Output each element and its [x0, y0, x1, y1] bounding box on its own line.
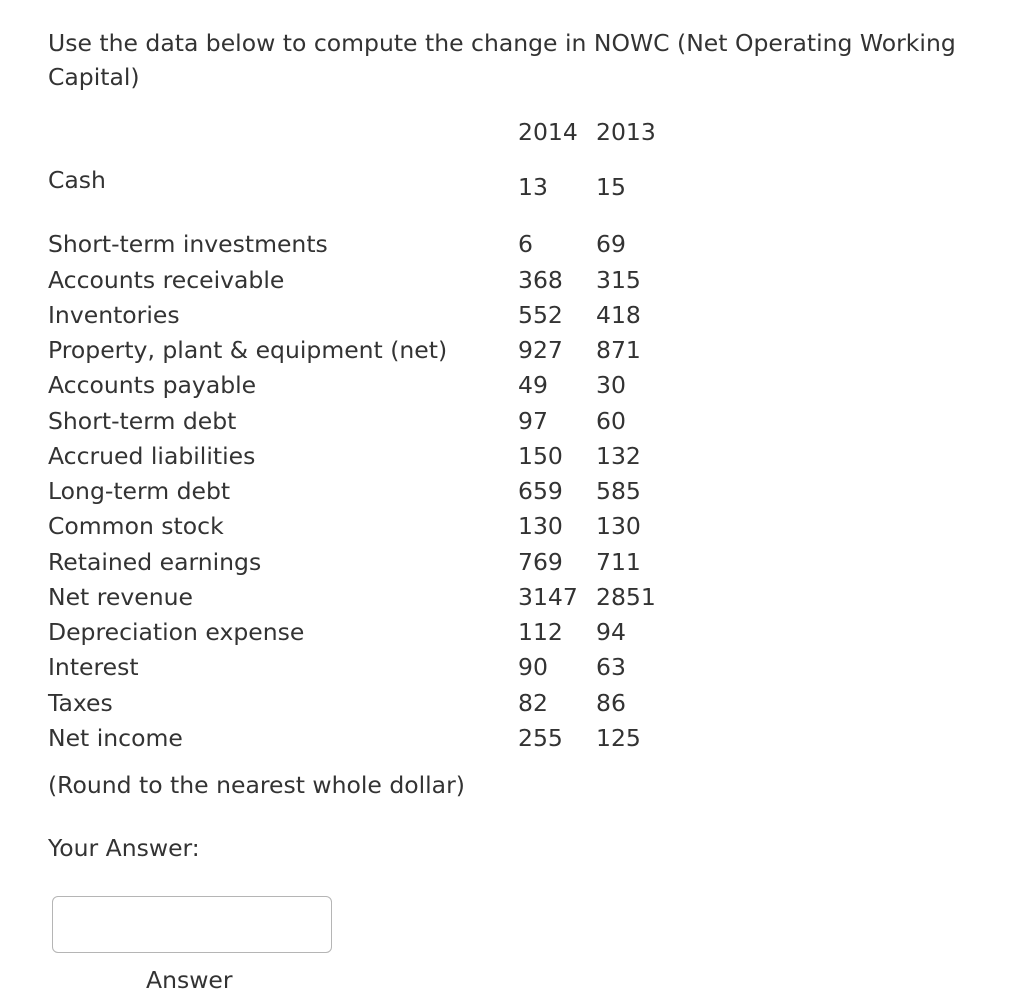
value-2014: 112	[518, 618, 563, 646]
value-2013: 94	[596, 618, 626, 646]
value-2014: 769	[518, 548, 563, 576]
value-2014: 368	[518, 266, 563, 294]
row-label: Net income	[48, 724, 183, 752]
row-label: Long-term debt	[48, 477, 231, 505]
answer-caption: Answer	[146, 966, 233, 994]
row-label: Accrued liabilities	[48, 442, 256, 470]
value-2014: 90	[518, 653, 548, 681]
value-2014: 13	[518, 173, 548, 201]
value-2014: 6	[518, 230, 533, 258]
value-2014: 49	[518, 371, 548, 399]
value-2013: 15	[596, 173, 626, 201]
value-2013: 60	[596, 407, 626, 435]
value-2013: 2851	[596, 583, 656, 611]
value-2014: 130	[518, 512, 563, 540]
row-label: Net revenue	[48, 583, 193, 611]
value-2014: 150	[518, 442, 563, 470]
value-2013: 125	[596, 724, 641, 752]
row-label: Inventories	[48, 301, 180, 329]
value-2014: 97	[518, 407, 548, 435]
rounding-note: (Round to the nearest whole dollar)	[48, 771, 465, 799]
column-header-2014: 2014	[518, 118, 578, 146]
answer-input[interactable]	[52, 896, 332, 953]
row-label: Taxes	[48, 689, 113, 717]
value-2013: 418	[596, 301, 641, 329]
value-2013: 86	[596, 689, 626, 717]
row-label: Short-term debt	[48, 407, 237, 435]
value-2013: 69	[596, 230, 626, 258]
row-label: Accounts receivable	[48, 266, 285, 294]
value-2014: 255	[518, 724, 563, 752]
value-2014: 659	[518, 477, 563, 505]
value-2013: 132	[596, 442, 641, 470]
value-2013: 315	[596, 266, 641, 294]
value-2013: 63	[596, 653, 626, 681]
value-2014: 82	[518, 689, 548, 717]
row-label: Property, plant & equipment (net)	[48, 336, 448, 364]
row-label: Accounts payable	[48, 371, 257, 399]
value-2014: 552	[518, 301, 563, 329]
value-2014: 3147	[518, 583, 578, 611]
value-2013: 30	[596, 371, 626, 399]
row-label: Common stock	[48, 512, 224, 540]
value-2014: 927	[518, 336, 563, 364]
value-2013: 871	[596, 336, 641, 364]
row-label: Cash	[48, 166, 106, 194]
value-2013: 711	[596, 548, 641, 576]
question-text: Use the data below to compute the change in NOWC (Net Operating Working Capital)	[48, 29, 956, 91]
row-label: Retained earnings	[48, 548, 262, 576]
your-answer-label: Your Answer:	[48, 834, 200, 862]
row-label: Short-term investments	[48, 230, 328, 258]
value-2013: 130	[596, 512, 641, 540]
row-label: Depreciation expense	[48, 618, 305, 646]
column-header-2013: 2013	[596, 118, 656, 146]
row-label: Interest	[48, 653, 139, 681]
value-2013: 585	[596, 477, 641, 505]
